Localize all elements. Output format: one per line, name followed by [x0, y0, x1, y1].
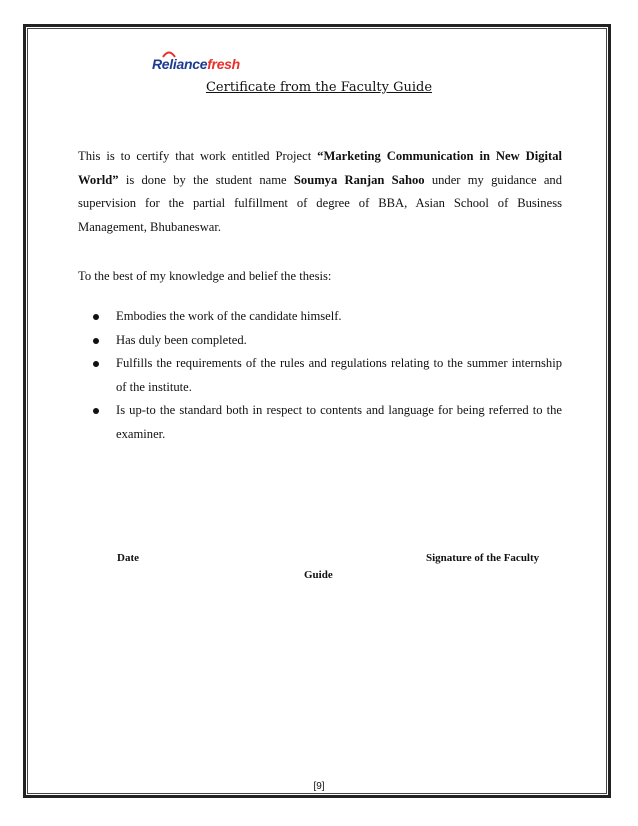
- page-number: [9]: [313, 781, 325, 792]
- bullet-icon: [93, 338, 99, 344]
- project-title: “Marketing Communication in New Digital World”: [78, 149, 562, 187]
- bullet-icon: [93, 314, 99, 320]
- logo-text-fresh: fresh: [207, 56, 240, 72]
- certification-paragraph: [78, 145, 562, 239]
- list-item: [78, 329, 562, 353]
- list-item: [78, 352, 562, 399]
- thesis-criteria-list: [78, 305, 562, 446]
- bullet-icon: [93, 408, 99, 414]
- list-item-text: Is up-to the standard both in respect to contents and language for being referred to the examiner.: [116, 403, 562, 441]
- list-item-text: Embodies the work of the candidate himself.: [116, 309, 342, 323]
- page-title: Certificate from the Faculty Guide: [205, 80, 433, 95]
- logo-wordmark: [152, 56, 240, 72]
- signature-label: Signature of the Faculty: [426, 552, 540, 564]
- certify-text-2: is done by the student name: [118, 172, 294, 187]
- list-item-text: Fulfills the requirements of the rules and regulations relating to the summer internship of the institute.: [116, 356, 562, 394]
- certify-text-1: This is to certify that work entitled Project: [78, 149, 318, 163]
- list-item-text: Has duly been completed.: [116, 332, 247, 347]
- certify-text-3: under my guidance and supervision for the partial fulfillment of degree of BBA, Asian School of Business Management, Bhubaneswar.: [78, 172, 562, 234]
- bullet-icon: [93, 361, 99, 367]
- student-name: Soumya Ranjan Sahoo: [293, 172, 425, 187]
- logo-text-reliance: Reliance: [152, 56, 208, 72]
- list-item: [78, 399, 562, 446]
- signature-label-continued: Guide: [304, 569, 333, 581]
- reliance-fresh-logo: [152, 54, 250, 76]
- list-item: [78, 305, 562, 329]
- date-label: Date: [117, 552, 139, 564]
- thesis-intro: To the best of my knowledge and belief the thesis:: [78, 269, 332, 283]
